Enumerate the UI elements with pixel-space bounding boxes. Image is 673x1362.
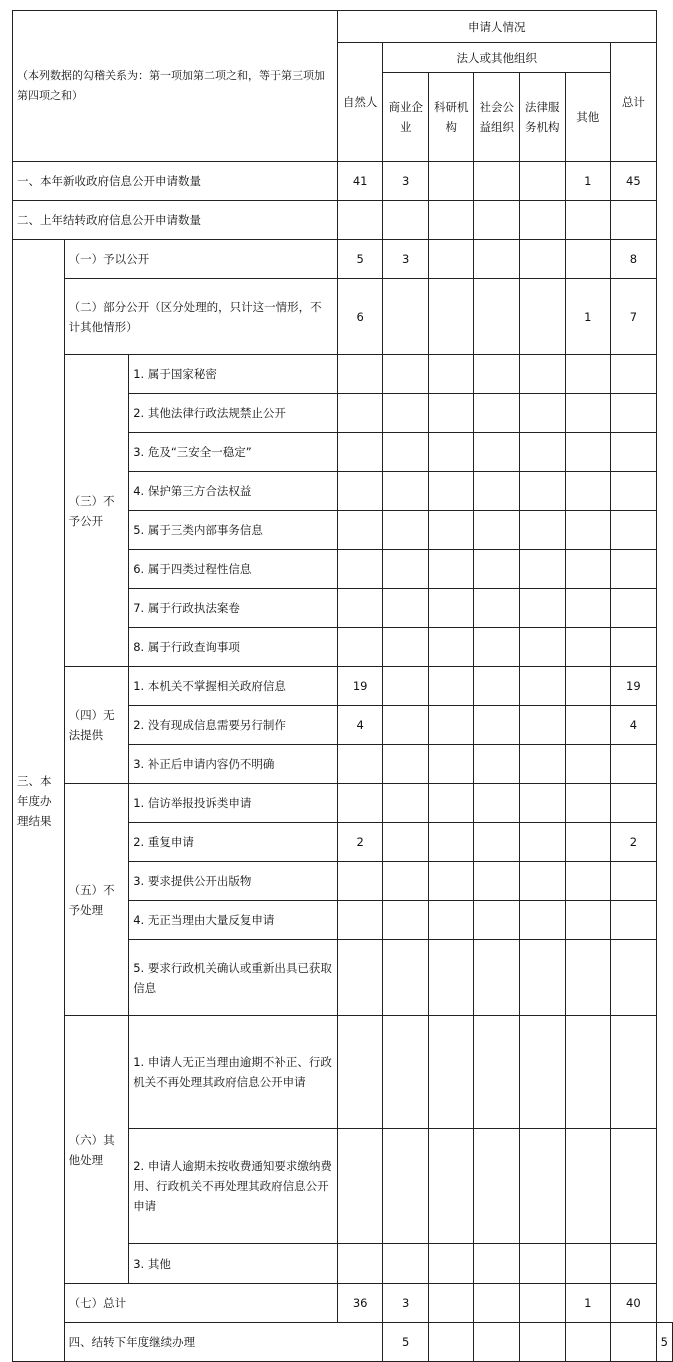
value-cell (383, 862, 429, 901)
value-cell (474, 1244, 520, 1284)
value-cell (337, 355, 383, 394)
row-label: （二）部分公开（区分处理的，只计这一情形，不计其他情形） (64, 279, 337, 355)
value-cell (565, 745, 611, 784)
value-cell (474, 511, 520, 550)
value-cell (383, 1244, 429, 1284)
value-cell (428, 355, 474, 394)
value-cell (428, 279, 474, 355)
table-row (13, 201, 673, 240)
row-label: 3. 其他 (129, 1244, 338, 1284)
value-cell (428, 1244, 474, 1284)
row-label: 二、上年结转政府信息公开申请数量 (13, 201, 338, 240)
row-label: 一、本年新收政府信息公开申请数量 (13, 162, 338, 201)
value-cell: 2 (337, 823, 383, 862)
value-cell (565, 706, 611, 745)
row-label: 7. 属于行政执法案卷 (129, 589, 338, 628)
value-cell (611, 745, 657, 784)
value-cell (474, 240, 520, 279)
value-cell (520, 628, 566, 667)
value-cell: 4 (611, 706, 657, 745)
value-cell (520, 201, 566, 240)
value-cell (383, 433, 429, 472)
value-cell (383, 784, 429, 823)
value-cell (474, 472, 520, 511)
value-cell (474, 940, 520, 1016)
value-cell (611, 394, 657, 433)
value-cell (474, 550, 520, 589)
value-cell (337, 1016, 383, 1129)
value-cell: 6 (337, 279, 383, 355)
value-cell (611, 511, 657, 550)
value-cell (428, 201, 474, 240)
value-cell (474, 667, 520, 706)
value-cell (520, 1244, 566, 1284)
value-cell (337, 628, 383, 667)
value-cell (474, 1323, 520, 1362)
value-cell: 3 (383, 1284, 429, 1323)
value-cell (337, 511, 383, 550)
value-cell (428, 240, 474, 279)
value-cell (383, 745, 429, 784)
value-cell (565, 940, 611, 1016)
value-cell (565, 1129, 611, 1244)
value-cell (565, 667, 611, 706)
value-cell (428, 628, 474, 667)
row-label: 8. 属于行政查询事项 (129, 628, 338, 667)
applicant-situation-header: 申请人情况 (337, 11, 656, 43)
value-cell: 4 (337, 706, 383, 745)
row-label: 5. 要求行政机关确认或重新出具已获取信息 (129, 940, 338, 1016)
value-cell (520, 511, 566, 550)
value-cell (428, 394, 474, 433)
value-cell (474, 745, 520, 784)
value-cell (383, 589, 429, 628)
value-cell (520, 162, 566, 201)
value-cell (428, 745, 474, 784)
table-row (13, 1323, 673, 1362)
value-cell (383, 940, 429, 1016)
value-cell (520, 901, 566, 940)
value-cell: 19 (611, 667, 657, 706)
value-cell (565, 1016, 611, 1129)
value-cell: 40 (611, 1284, 657, 1323)
value-cell (428, 784, 474, 823)
business-header: 商业企业 (383, 73, 429, 162)
value-cell (428, 940, 474, 1016)
value-cell (474, 162, 520, 201)
value-cell (428, 472, 474, 511)
value-cell: 5 (656, 1323, 672, 1362)
value-cell: 7 (611, 279, 657, 355)
value-cell (520, 667, 566, 706)
value-cell (611, 1323, 657, 1362)
value-cell (383, 472, 429, 511)
row-label: 3. 补正后申请内容仍不明确 (129, 745, 338, 784)
value-cell (337, 589, 383, 628)
value-cell (565, 901, 611, 940)
value-cell (565, 550, 611, 589)
table-note: （本列数据的勾稽关系为：第一项加第二项之和，等于第三项加第四项之和） (13, 11, 338, 162)
other-header: 其他 (565, 73, 611, 162)
value-cell (474, 394, 520, 433)
row-label: 1. 申请人无正当理由逾期不补正、行政机关不再处理其政府信息公开申请 (129, 1016, 338, 1129)
value-cell (520, 784, 566, 823)
value-cell (611, 1244, 657, 1284)
value-cell: 2 (611, 823, 657, 862)
value-cell (383, 201, 429, 240)
value-cell: 1 (565, 279, 611, 355)
row-label: 6. 属于四类过程性信息 (129, 550, 338, 589)
table-row (13, 279, 673, 355)
row-label: 4. 无正当理由大量反复申请 (129, 901, 338, 940)
value-cell (428, 862, 474, 901)
row-label: （一）予以公开 (64, 240, 337, 279)
value-cell (383, 1016, 429, 1129)
row-label: 3. 危及“三安全一稳定” (129, 433, 338, 472)
value-cell (383, 823, 429, 862)
row-label: 2. 重复申请 (129, 823, 338, 862)
value-cell (428, 162, 474, 201)
value-cell (565, 628, 611, 667)
value-cell (611, 1016, 657, 1129)
value-cell (611, 433, 657, 472)
value-cell (428, 706, 474, 745)
value-cell (337, 745, 383, 784)
value-cell (611, 355, 657, 394)
value-cell: 36 (337, 1284, 383, 1323)
value-cell: 3 (383, 240, 429, 279)
table-row (13, 1284, 673, 1323)
value-cell (337, 940, 383, 1016)
value-cell (428, 1323, 474, 1362)
value-cell (520, 706, 566, 745)
value-cell (611, 1129, 657, 1244)
value-cell (428, 433, 474, 472)
value-cell (520, 589, 566, 628)
value-cell (383, 901, 429, 940)
value-cell (520, 355, 566, 394)
value-cell: 5 (337, 240, 383, 279)
value-cell (520, 940, 566, 1016)
value-cell: 8 (611, 240, 657, 279)
value-cell (520, 1129, 566, 1244)
value-cell (428, 550, 474, 589)
group-label: （三）不予公开 (64, 355, 129, 667)
value-cell (474, 901, 520, 940)
value-cell (337, 901, 383, 940)
value-cell (565, 784, 611, 823)
value-cell (337, 201, 383, 240)
group-label: （六）其他处理 (64, 1016, 129, 1284)
value-cell (520, 823, 566, 862)
value-cell (565, 355, 611, 394)
value-cell: 41 (337, 162, 383, 201)
value-cell: 1 (565, 162, 611, 201)
value-cell (428, 511, 474, 550)
value-cell (565, 433, 611, 472)
value-cell (520, 862, 566, 901)
row-label: 2. 没有现成信息需要另行制作 (129, 706, 338, 745)
value-cell (611, 589, 657, 628)
table-row (13, 355, 673, 394)
value-cell (474, 1016, 520, 1129)
value-cell (565, 511, 611, 550)
value-cell (428, 589, 474, 628)
value-cell (474, 823, 520, 862)
value-cell (474, 862, 520, 901)
value-cell (565, 1323, 611, 1362)
row-label: 2. 其他法律行政法规禁止公开 (129, 394, 338, 433)
row-label: 四、结转下年度继续办理 (64, 1323, 383, 1362)
value-cell (520, 394, 566, 433)
value-cell (383, 511, 429, 550)
value-cell (611, 472, 657, 511)
value-cell (474, 433, 520, 472)
value-cell (428, 667, 474, 706)
value-cell (337, 1244, 383, 1284)
value-cell (520, 240, 566, 279)
value-cell (383, 550, 429, 589)
value-cell (611, 201, 657, 240)
value-cell (383, 1129, 429, 1244)
value-cell: 5 (383, 1323, 429, 1362)
value-cell (520, 1016, 566, 1129)
value-cell (474, 706, 520, 745)
value-cell (565, 240, 611, 279)
value-cell (520, 1323, 566, 1362)
value-cell (565, 394, 611, 433)
value-cell (565, 201, 611, 240)
table-row (13, 162, 673, 201)
value-cell (474, 784, 520, 823)
value-cell: 3 (383, 162, 429, 201)
natural-person-header: 自然人 (337, 43, 383, 162)
row-label: 1. 信访举报投诉类申请 (129, 784, 338, 823)
value-cell (383, 394, 429, 433)
row-label: 4. 保护第三方合法权益 (129, 472, 338, 511)
value-cell (474, 355, 520, 394)
table-row (13, 240, 673, 279)
value-cell (474, 1284, 520, 1323)
row-label: （七）总计 (64, 1284, 337, 1323)
value-cell (474, 279, 520, 355)
value-cell (520, 279, 566, 355)
value-cell (565, 589, 611, 628)
value-cell (565, 472, 611, 511)
value-cell (474, 628, 520, 667)
value-cell (520, 550, 566, 589)
total-header: 总计 (611, 43, 657, 162)
research-header: 科研机构 (428, 73, 474, 162)
value-cell (383, 355, 429, 394)
row-label: 3. 要求提供公开出版物 (129, 862, 338, 901)
value-cell (565, 823, 611, 862)
value-cell (428, 1284, 474, 1323)
section-3-label: 三、本年度办理结果 (13, 240, 65, 1362)
group-label: （五）不予处理 (64, 784, 129, 1016)
value-cell (337, 394, 383, 433)
value-cell (611, 940, 657, 1016)
row-label: 2. 申请人逾期未按收费通知要求缴纳费用、行政机关不再处理其政府信息公开申请 (129, 1129, 338, 1244)
value-cell (520, 745, 566, 784)
table-row (13, 784, 673, 823)
legal-service-header: 法律服务机构 (520, 73, 566, 162)
row-label: 1. 本机关不掌握相关政府信息 (129, 667, 338, 706)
value-cell (611, 550, 657, 589)
value-cell: 19 (337, 667, 383, 706)
value-cell (383, 279, 429, 355)
value-cell (565, 862, 611, 901)
legal-group-header: 法人或其他组织 (383, 43, 611, 73)
value-cell (520, 1284, 566, 1323)
value-cell (611, 628, 657, 667)
value-cell (474, 589, 520, 628)
value-cell (474, 1129, 520, 1244)
value-cell (337, 784, 383, 823)
value-cell (520, 472, 566, 511)
value-cell (474, 201, 520, 240)
value-cell: 45 (611, 162, 657, 201)
value-cell (428, 823, 474, 862)
value-cell (337, 1129, 383, 1244)
value-cell (337, 433, 383, 472)
value-cell (428, 1016, 474, 1129)
social-header: 社会公益组织 (474, 73, 520, 162)
value-cell (383, 706, 429, 745)
row-label: 1. 属于国家秘密 (129, 355, 338, 394)
value-cell (337, 862, 383, 901)
value-cell: 1 (565, 1284, 611, 1323)
value-cell (611, 862, 657, 901)
value-cell (428, 901, 474, 940)
value-cell (428, 1129, 474, 1244)
value-cell (565, 1244, 611, 1284)
table-row (13, 1016, 673, 1129)
gov-info-disclosure-table (12, 10, 673, 1362)
value-cell (611, 784, 657, 823)
value-cell (520, 433, 566, 472)
group-label: （四）无法提供 (64, 667, 129, 784)
value-cell (383, 628, 429, 667)
table-row (13, 667, 673, 706)
row-label: 5. 属于三类内部事务信息 (129, 511, 338, 550)
value-cell (383, 667, 429, 706)
value-cell (611, 901, 657, 940)
value-cell (337, 550, 383, 589)
value-cell (337, 472, 383, 511)
